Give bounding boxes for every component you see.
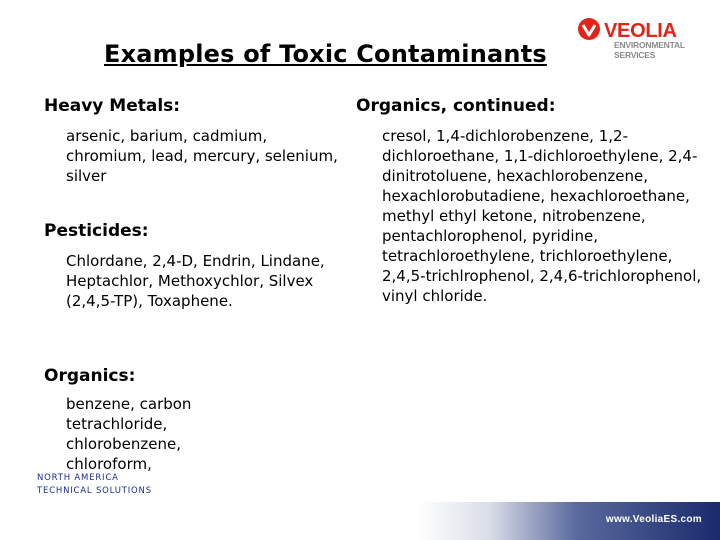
slide-title: Examples of Toxic Contaminants bbox=[104, 40, 547, 68]
heavy-metals-text: arsenic, barium, cadmium, chromium, lead, mercury, selenium, silver bbox=[66, 127, 338, 185]
heavy-metals-heading: Heavy Metals: bbox=[44, 96, 181, 116]
organics-continued-heading: Organics, continued: bbox=[356, 96, 556, 116]
organics-heading: Organics: bbox=[44, 366, 136, 386]
footer-org-line1: NORTH AMERICA bbox=[37, 473, 119, 483]
footer-url: www.VeoliaES.com bbox=[605, 514, 702, 525]
footer-org bbox=[37, 472, 152, 498]
veolia-logo bbox=[576, 16, 716, 64]
organics-text: benzene, carbon tetrachloride, chlorobenzene, chloroform, bbox=[66, 395, 192, 473]
logo-name: VEOLIA bbox=[604, 20, 677, 42]
logo-sub-line2: SERVICES bbox=[614, 50, 656, 60]
organics-continued-text: cresol, 1,4-dichlorobenzene, 1,2-dichloroethane, 1,1-dichloroethylene, 2,4-dinitrotoluene, hexachlorobenzene, hexachlorobutadiene, hexachloroethane, methyl ethyl ketone, nitrobenzene, pentachlorophenol, pyridine, tetrachloroethylene, trichloroethylene, 2,4,5-trichlrophenol, 2,4,6-trichlorophenol, vinyl chloride. bbox=[382, 127, 702, 305]
pesticides-text: Chlordane, 2,4-D, Endrin, Lindane, Heptachlor, Methoxychlor, Silvex (2,4,5-TP), Toxaphene. bbox=[66, 252, 325, 310]
veolia-logo-icon bbox=[576, 16, 602, 42]
footer-org-line2: TECHNICAL SOLUTIONS bbox=[37, 486, 152, 496]
pesticides-heading: Pesticides: bbox=[44, 221, 149, 241]
logo-sub-line1: ENVIRONMENTAL bbox=[614, 40, 685, 50]
logo-subtitle bbox=[614, 40, 685, 60]
